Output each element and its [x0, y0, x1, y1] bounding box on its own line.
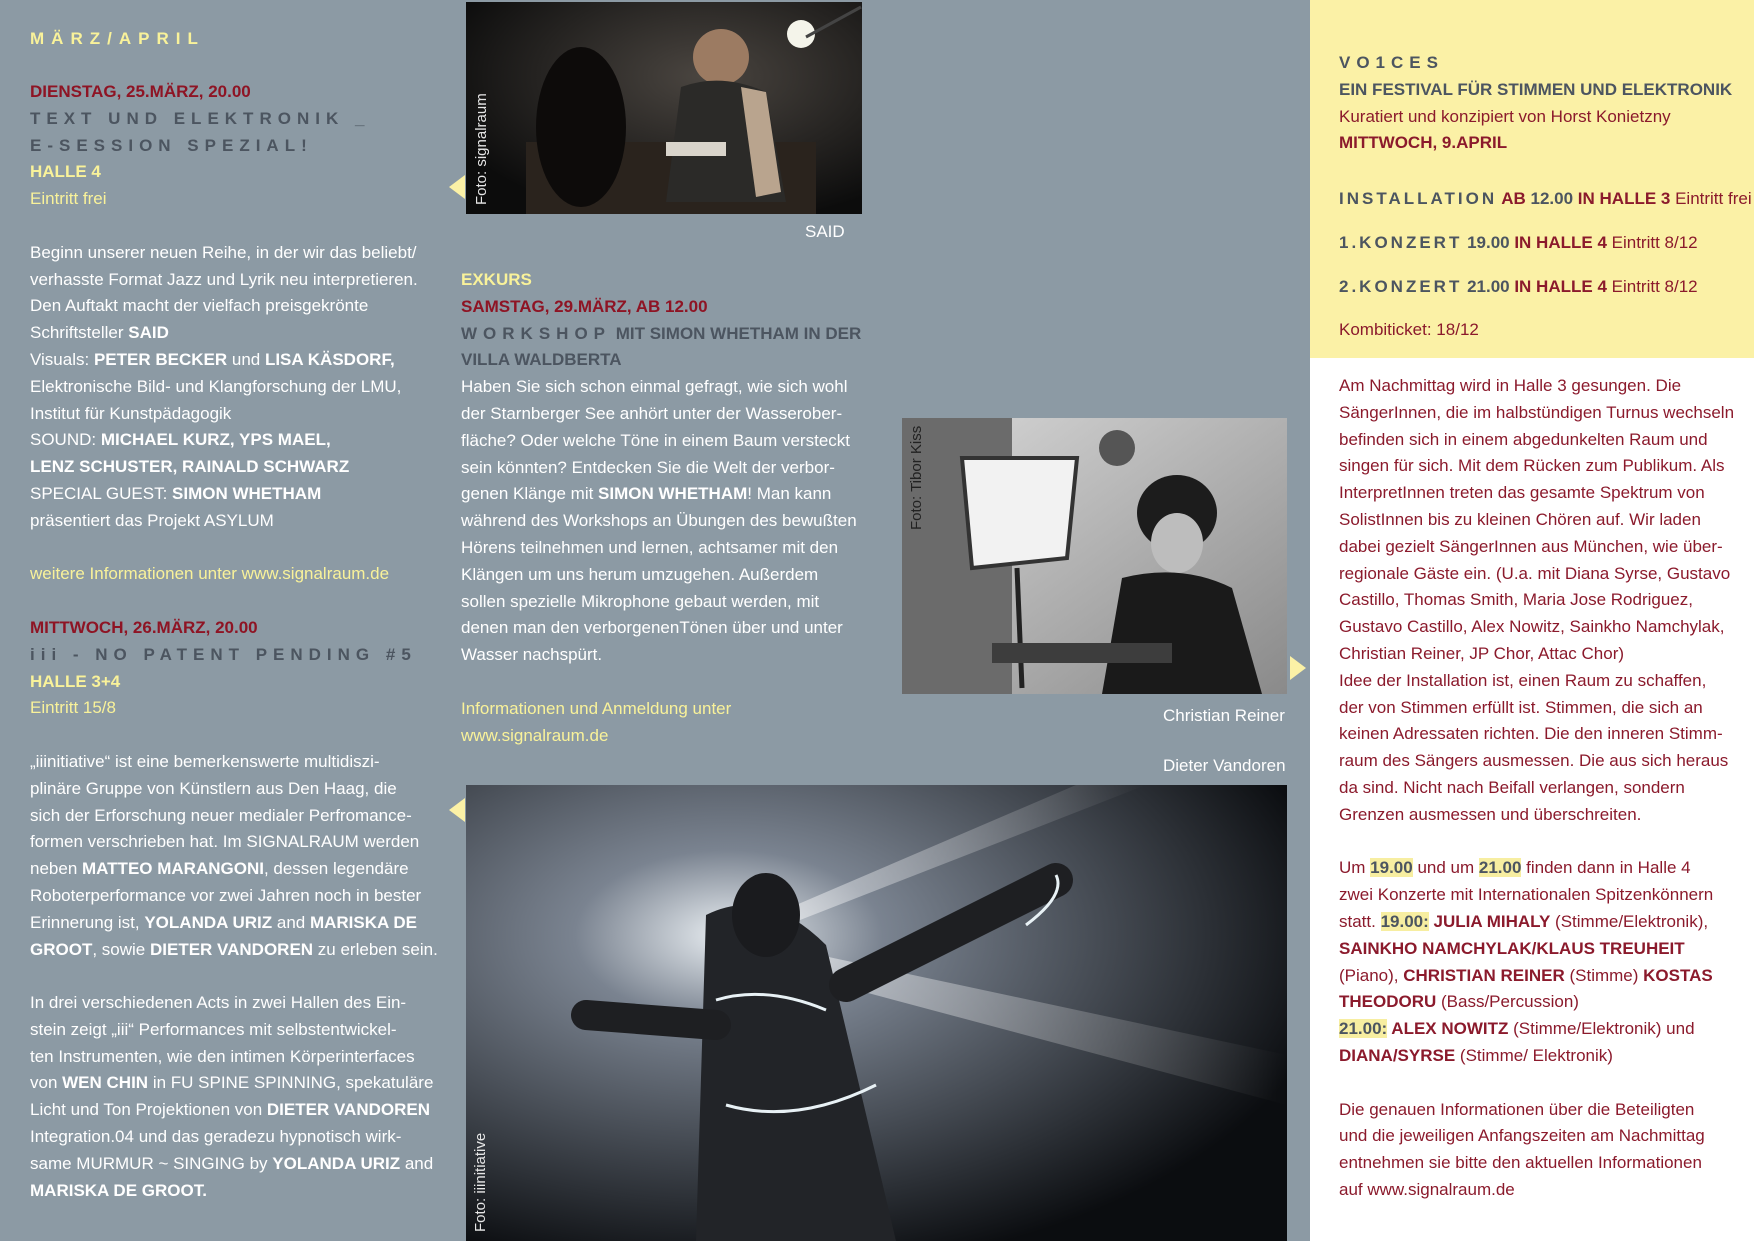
concert-text-line: 21.00: ALEX NOWITZ (Stimme/Elektronik) und	[1339, 1019, 1695, 1039]
workshop-text-line: Haben Sie sich schon einmal gefragt, wie sich wohl	[461, 377, 848, 397]
concert-text-line: DIANA/SYRSE (Stimme/ Elektronik)	[1339, 1045, 1613, 1065]
photo-credit-tibor-kiss: Foto: Tibor Kiss	[908, 425, 925, 530]
event1-title-line1: TEXT UND ELEKTRONIK _	[30, 108, 371, 128]
workshop-text-line: sein könnten? Entdecken Sie die Welt der verbor-	[461, 457, 835, 477]
event2-text-line: GROOT, sowie DIETER VANDOREN zu erleben sein.	[30, 939, 438, 959]
voices-text-line: da sind. Nicht nach Beifall verlangen, sondern	[1339, 777, 1685, 797]
workshop-title-line2: VILLA WALDBERTA	[461, 350, 622, 370]
workshop-title-line1: WORKSHOP MIT SIMON WHETHAM IN DER	[461, 323, 862, 343]
footer-text-line: auf www.signalraum.de	[1339, 1179, 1515, 1199]
voices-text-line: Castillo, Thomas Smith, Maria Jose Rodriguez,	[1339, 590, 1693, 610]
event2-text-line: von WEN CHIN in FU SPINE SPINNING, spekatuläre	[30, 1073, 434, 1093]
photo-credit-iiinitiative: Foto: iiinitiative	[472, 1132, 489, 1232]
event2-text-line: neben MATTEO MARANGONI, dessen legendäre	[30, 859, 409, 879]
photo-christian-reiner	[902, 418, 1287, 694]
voices-text-line: Am Nachmittag wird in Halle 3 gesungen. Die	[1339, 376, 1682, 395]
event1-text-line: LENZ SCHUSTER, RAINALD SCHWARZ	[30, 457, 350, 477]
workshop-text-line: Klängen um uns herum umzugehen. Außerdem	[461, 564, 819, 584]
workshop-text-line: genen Klänge mit SIMON WHETHAM! Man kann	[461, 484, 832, 504]
photo-dieter-image	[466, 785, 1287, 1241]
footer-text-line: entnehmen sie bitte den aktuellen Informationen	[1339, 1153, 1702, 1173]
installation-line: INSTALLATION AB 12.00 IN HALLE 3 Eintritt frei	[1339, 189, 1752, 208]
event-text-session	[30, 79, 438, 1204]
event1-date: DIENSTAG, 25.MÄRZ, 20.00	[30, 82, 251, 101]
voices-description	[1339, 373, 1734, 1204]
event2-text-line: formen verschrieben hat. Im SIGNALRAUM werden	[30, 832, 420, 852]
footer-text-line: Die genauen Informationen über die Beteiligten	[1339, 1099, 1695, 1119]
voices-header	[1339, 50, 1732, 157]
event2-entry: Eintritt 15/8	[30, 698, 116, 718]
event2-text-line: Erinnerung ist, YOLANDA URIZ and MARISKA DE	[30, 912, 418, 932]
photo-christian-image	[902, 418, 1287, 694]
event2-text-line: Roboterperformance vor zwei Jahren noch in bester	[30, 885, 422, 905]
arrow-left-icon	[449, 175, 465, 199]
event2-text-line: ten Instrumenten, wie den intimen Körperinterfaces	[30, 1046, 415, 1066]
voices-text-line: keinen Adressaten richten. Die den inneren Stimm-	[1339, 724, 1723, 744]
concert1-line: 1.KONZERT 19.00 IN HALLE 4 Eintritt 8/12	[1339, 233, 1698, 252]
caption-christian-reiner: Christian Reiner	[1163, 706, 1285, 725]
event2-text-line: same MURMUR ~ SINGING by YOLANDA URIZ and	[30, 1153, 434, 1173]
voices-text-line: Gustavo Castillo, Alex Nowitz, Sainkho Namchylak,	[1339, 617, 1725, 637]
column-left	[0, 0, 455, 1241]
artist-name: SIMON WHETHAM	[172, 483, 322, 503]
event2-hall: HALLE 3+4	[30, 671, 121, 691]
event1-more-info: weitere Informationen unter www.signalraum.de	[30, 564, 390, 584]
artist-name: PETER BECKER	[93, 349, 228, 369]
voices-text-line: Idee der Installation ist, einen Raum zu schaffen,	[1339, 670, 1707, 690]
voices-text-line: Grenzen ausmessen und überschreiten.	[1339, 804, 1642, 824]
voices-text-line: regionale Gäste ein. (U.a. mit Diana Syrse, Gustavo	[1339, 563, 1731, 583]
caption-said: SAID	[805, 222, 845, 241]
workshop-text	[461, 267, 861, 749]
festival-subtitle: EIN FESTIVAL FÜR STIMMEN UND ELEKTRONIK	[1339, 79, 1733, 99]
workshop-text-line: der Starnberger See anhört unter der Wasserober-	[461, 403, 843, 423]
event2-text-line: plinäre Gruppe von Künstlern aus Den Haag, die	[30, 778, 397, 798]
caption-dieter-vandoren: Dieter Vandoren	[1163, 756, 1286, 775]
voices-text-line: SängerInnen, die im halbstündigen Turnus wechseln	[1339, 402, 1735, 422]
concert2-line: 2.KONZERT 21.00 IN HALLE 4 Eintritt 8/12	[1339, 277, 1698, 296]
month-heading: MÄRZ/APRIL	[30, 29, 205, 48]
photo-said-image	[466, 2, 862, 214]
workshop-info: Informationen und Anmeldung unter	[461, 698, 732, 718]
photo-said	[466, 2, 862, 214]
event1-text-line: verhasste Format Jazz und Lyrik neu interpretieren.	[30, 269, 418, 289]
concert-text-line: THEODORU (Bass/Percussion)	[1339, 992, 1579, 1012]
concert-text-line: statt. 19.00: JULIA MIHALY (Stimme/Elektronik),	[1339, 911, 1709, 931]
event2-text-line: MARISKA DE GROOT.	[30, 1180, 207, 1200]
event1-hall: HALLE 4	[30, 162, 101, 182]
event2-title: iii - NO PATENT PENDING #5	[30, 644, 417, 664]
event1-text-line: Den Auftakt macht der vielfach preisgekrönte	[30, 296, 369, 316]
artist-name: LISA KÄSDORF,	[264, 349, 395, 369]
voices-text-line: der von Stimmen erfüllt ist. Stimmen, die sich an	[1339, 697, 1703, 717]
voices-text-line: raum des Sängers ausmessen. Die aus sich heraus	[1339, 751, 1729, 771]
event1-text-line: Visuals: PETER BECKER und LISA KÄSDORF,	[30, 349, 395, 369]
event2-text-line: sich der Erforschung neuer medialer Perfromance-	[30, 805, 412, 825]
workshop-text-line: während des Workshops an Übungen des bewußten	[461, 511, 857, 531]
curated-by: Kuratiert und konzipiert von Horst Konietzny	[1339, 106, 1671, 126]
event1-text-line: SPECIAL GUEST: SIMON WHETHAM	[30, 483, 322, 503]
voices-text-line: singen für sich. Mit dem Rücken zum Publikum. Als	[1339, 456, 1725, 476]
event1-text-line: Elektronische Bild- und Klangforschung der LMU,	[30, 376, 402, 396]
event1-title-line2: E-SESSION SPEZIAL!	[30, 135, 313, 155]
workshop-text-line: fläche? Oder welche Töne in einem Baum versteckt	[461, 430, 850, 450]
concert-text-line: SAINKHO NAMCHYLAK/KLAUS TREUHEIT	[1339, 938, 1685, 958]
voices-text-line: dabei gezielt SängerInnen aus München, wie über-	[1339, 536, 1723, 556]
voices-text-line: InterpretInnen treten das gesamte Spektrum von	[1339, 483, 1705, 503]
workshop-text-line: Hörens teilnehmen und lernen, achtsamer mit den	[461, 537, 839, 557]
arrow-right-icon	[1290, 656, 1306, 680]
workshop-text-line: Wasser nachspürt.	[461, 645, 603, 665]
voices-text-line: SolistInnen bis zu kleinen Chören auf. Wir laden	[1339, 509, 1701, 529]
event2-text-line: „iiinitiative“ ist eine bemerkenswerte multidiszi-	[30, 751, 380, 771]
event1-entry: Eintritt frei	[30, 189, 107, 209]
event1-text-line: Institut für Kunstpädagogik	[30, 403, 232, 423]
event1-text-line: Beginn unserer neuen Reihe, in der wir das beliebt/	[30, 242, 417, 262]
combi-ticket: Kombiticket: 18/12	[1339, 320, 1479, 339]
concert-text-line: Um 19.00 und um 21.00 finden dann in Halle 4	[1339, 858, 1691, 878]
event2-text-line: stein zeigt „iii“ Performances mit selbstentwickel-	[30, 1019, 397, 1039]
artist-name: MICHAEL KURZ, YPS MAEL,	[100, 430, 331, 450]
artist-name: SAID	[128, 323, 169, 343]
concert-text-line: zwei Konzerte mit Internationalen Spitzenkönnern	[1339, 885, 1714, 905]
workshop-text-line: denen man den verborgenenTönen über und unter	[461, 618, 843, 638]
footer-text-line: und die jeweiligen Anfangszeiten am Nachmittag	[1339, 1126, 1705, 1146]
exkurs-label: EXKURS	[461, 270, 532, 289]
event1-text-line: Schriftsteller SAID	[30, 323, 169, 343]
event2-date: MITTWOCH, 26.MÄRZ, 20.00	[30, 617, 258, 637]
workshop-link: www.signalraum.de	[461, 725, 609, 745]
event2-text-line: Integration.04 und das geradezu hypnotisch wirk-	[30, 1127, 402, 1147]
event1-text-line: präsentiert das Projekt ASYLUM	[30, 510, 274, 530]
voices-text-line: Christian Reiner, JP Chor, Attac Chor)	[1339, 643, 1625, 663]
voices-title: VO1CES	[1339, 53, 1444, 72]
voices-text-line: befinden sich in einem abgedunkelten Raum und	[1339, 429, 1708, 449]
concert-text-line: (Piano), CHRISTIAN REINER (Stimme) KOSTAS	[1339, 965, 1713, 985]
column-middle	[455, 0, 1310, 1241]
event1-text-line: SOUND: MICHAEL KURZ, YPS MAEL,	[30, 430, 331, 450]
event2-text-line: In drei verschiedenen Acts in zwei Hallen des Ein-	[30, 993, 407, 1013]
arrow-left-icon	[449, 798, 465, 822]
workshop-text-line: sollen spezielle Mikrophone gebaut werden, mit	[461, 591, 820, 611]
workshop-date: SAMSTAG, 29.MÄRZ, AB 12.00	[461, 296, 708, 316]
photo-dieter-vandoren	[466, 785, 1287, 1241]
photo-credit-signalraum: Foto: signalraum	[473, 93, 490, 205]
event2-text-line: Licht und Ton Projektionen von DIETER VANDOREN	[30, 1100, 430, 1120]
column-right	[1310, 0, 1754, 1241]
voices-date: MITTWOCH, 9.APRIL	[1339, 133, 1508, 153]
